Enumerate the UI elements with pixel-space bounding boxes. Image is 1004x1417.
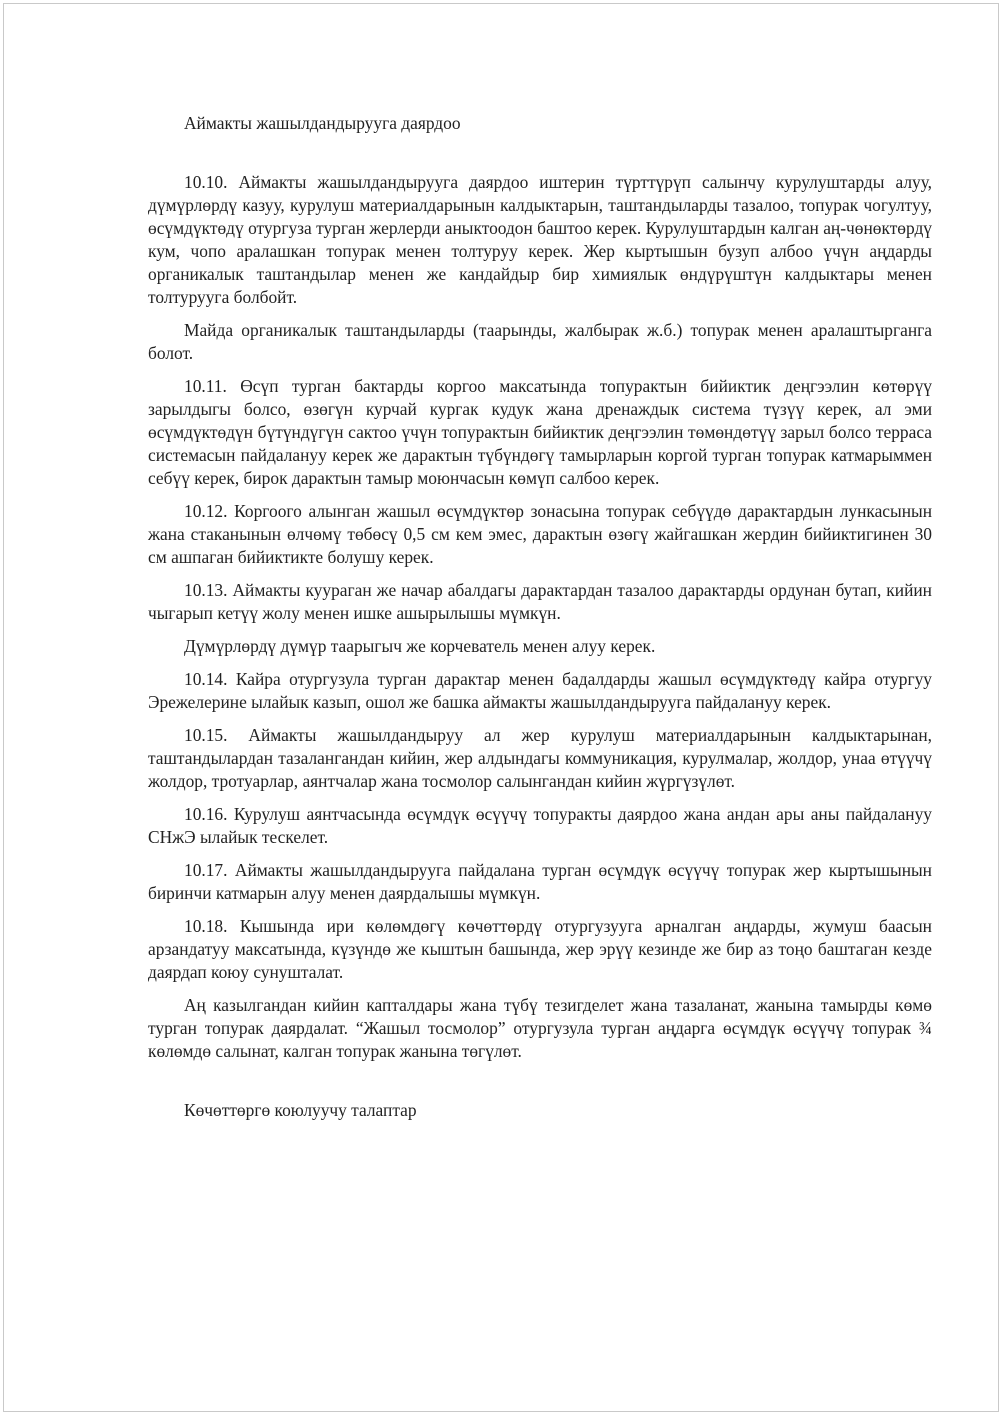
paragraph-10-11: 10.11. Өсүп турган бактарды коргоо максатында топурактын бийиктик деңгээлин көтөрүү зарылдыгы болсо, өзөгүн курчай кургак кудук жана дренаждык система түзүү керек, ал эми өсүмдүктөдүн бүтүндүгүн сактоо үчүн топурактын бийиктик деңгээлин төмөндөтүү зарыл болсо терраса системасын пайдалануу керек же дарактын түбүндөгү тамырларын коргой турган топурак катмарыммен себүү керек, бирок дарактын тамыр моюнчасын көмүп салбоо керек. bbox=[148, 376, 932, 488]
paragraph-10-13: 10.13. Аймакты куураган же начар абалдагы дарактардан тазалоо дарактарды ордунан бутап, кийин чыгарып кетүү жолу менен ишке ашырылышы мүмкүн. bbox=[148, 580, 932, 623]
paragraph-10-10: 10.10. Аймакты жашылдандырууга даярдоо иштерин түрттүрүп салынчу курулуштарды алуу, дүмүрлөрдү казуу, курулуш материалдарынын калдыктарын, таштандыларды тазалоо, топурак чогултуу, өсүмдүктөдү отургуза турган жерлерди аныктоодон баштоо керек. Курулуштардын калган аң-чөнөктөрдү кум, чопо аралашкан топурак менен толтуруу керек. Жер кыртышын бузуп албоо үчүн аңдарды органикалык таштандылар менен же кандайдыр бир химиялык өндүрүштүн калдыктары менен толтурууга болбойт. bbox=[148, 172, 932, 307]
document-page bbox=[3, 3, 999, 1412]
paragraph-10-16: 10.16. Курулуш аянтчасында өсүмдүк өсүүчү топуракты даярдоо жана андан ары аны пайдалануу СНжЭ ылайык тескелет. bbox=[148, 804, 932, 847]
paragraph-10-15: 10.15. Аймакты жашылдандыруу ал жер курулуш материалдарынын калдыктарынан, таштандылардан тазалангандан кийин, жер алдындагы коммуникация, курулмалар, жолдор, унаа өтүүчү жолдор, тротуарлар, аянтчалар жана тосмолор салынгандан кийин жүргүзүлөт. bbox=[148, 725, 932, 791]
paragraph-10-12: 10.12. Коргоого алынган жашыл өсүмдүктөр зонасына топурак себүүдө дарактардын лункасынын жана стаканынын өлчөмү төбөсү 0,5 см кем эмес, дарактын өзөгү жайгашкан жердин бийиктигинен 30 см ашпаган бийиктикте болушу керек. bbox=[148, 501, 932, 567]
paragraph-10-17: 10.17. Аймакты жашылдандырууга пайдалана турган өсүмдүк өсүүчү топурак жер кыртышынын биринчи катмарын алуу менен даярдалышы мүмкүн. bbox=[148, 860, 932, 903]
paragraph-10-18: 10.18. Кышында ири көлөмдөгү көчөттөрдү отургузууга арналган аңдарды, жумуш баасын арзандатуу максатында, күзүндө же кыштын башында, жер эрүү кезинде же бир аз тоңо баштаган кезде даярдап коюу сунушталат. bbox=[148, 916, 932, 982]
paragraph-organic-waste: Майда органикалык таштандыларды (таарынды, жалбырак ж.б.) топурак менен аралаштырганга болот. bbox=[148, 320, 932, 363]
paragraph-stumps: Дүмүрлөрдү дүмүр таарыгыч же корчеватель менен алуу керек. bbox=[184, 636, 656, 656]
section-heading: Аймакты жашылдандырууга даярдоо bbox=[184, 113, 461, 133]
document-body bbox=[148, 112, 932, 1122]
paragraph-10-14: 10.14. Кайра отургузула турган дарактар менен бадалдарды жашыл өсүмдүктөдү кайра отургуу Эрежелерине ылайык казып, ошол же башка аймакты жашылдандырууга пайдалануу керек. bbox=[148, 669, 932, 712]
section-heading-seedlings: Көчөттөргө коюлуучу талаптар bbox=[184, 1100, 417, 1120]
paragraph-pit-preparation: Аң казылгандан кийин капталдары жана түбү тезигделет жана тазаланат, жанына тамырды көмө турган топурак даярдалат. “Жашыл тосмолор” отургузула турган аңдарга өсүмдүк өсүүчү топурак ¾ көлөмдө салынат, калган топурак жанына төгүлөт. bbox=[148, 995, 932, 1061]
